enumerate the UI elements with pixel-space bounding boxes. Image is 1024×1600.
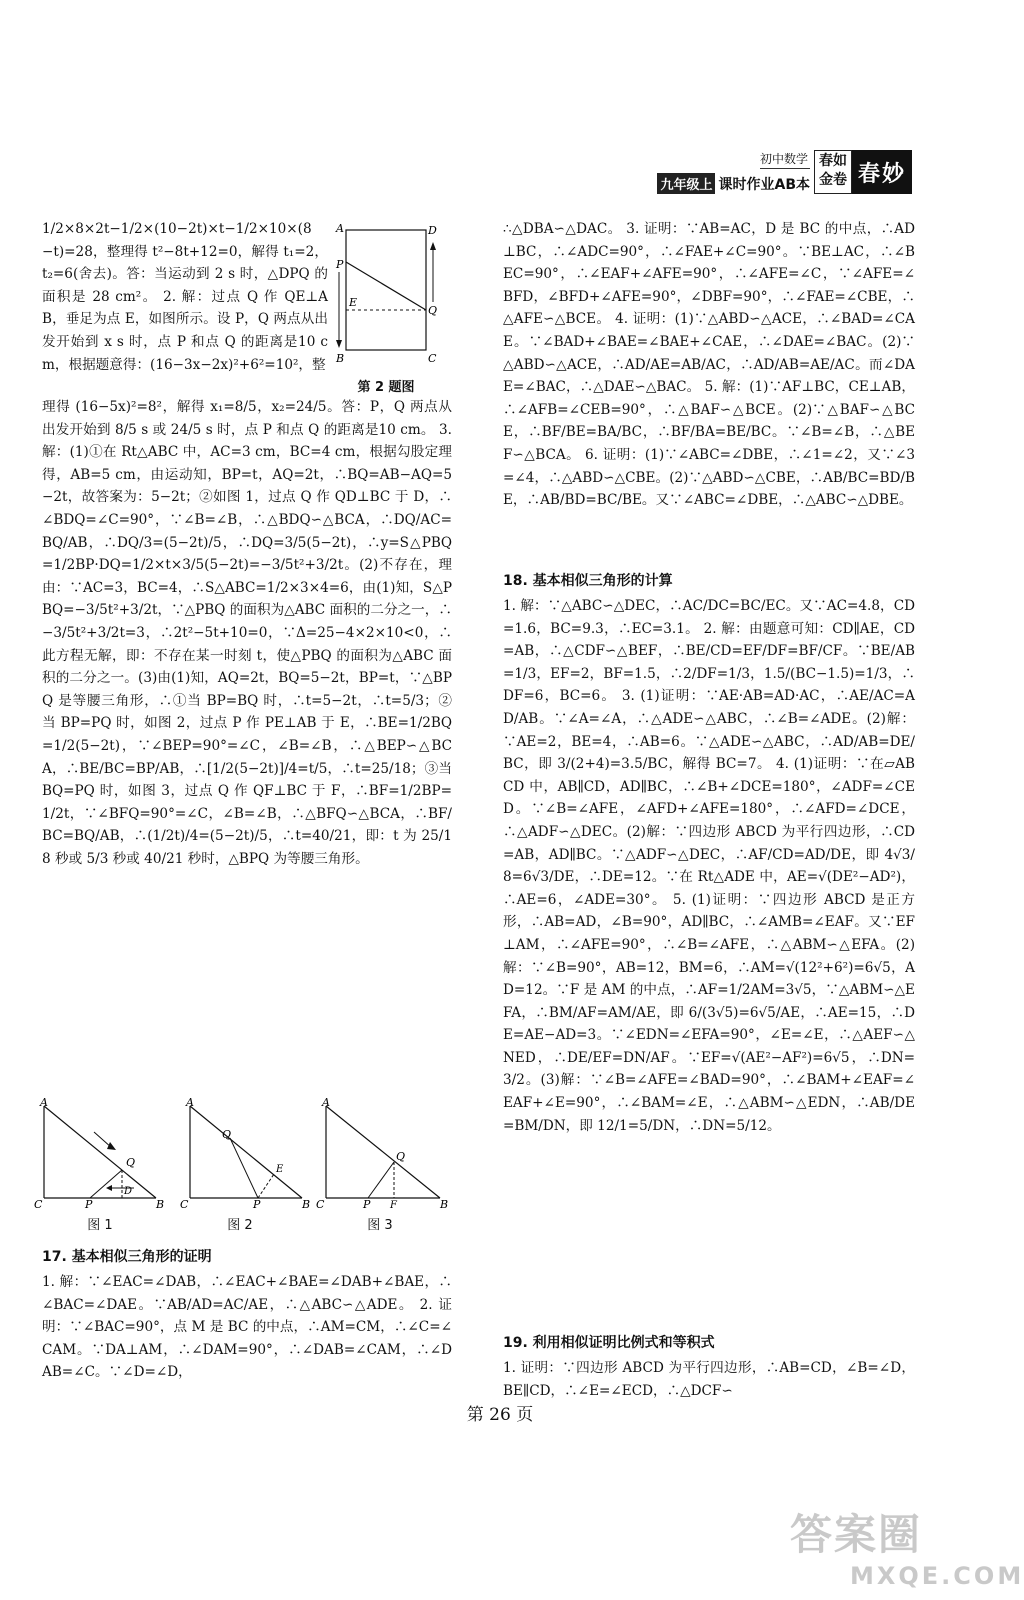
section-17-block (42, 1244, 452, 1386)
header-text (657, 150, 810, 194)
fig2-label-E: E (276, 1164, 284, 1175)
label-P: P (336, 258, 344, 271)
fig3-label-C: C (316, 1198, 325, 1211)
fig1-label-D: D (124, 1186, 133, 1197)
fig1-caption: 图 1 (87, 1218, 113, 1233)
book-header (657, 150, 912, 194)
page-number: 第 26 页 (466, 1405, 534, 1425)
fig2-caption: 图 2 (227, 1218, 253, 1233)
fig2-label-P: P (253, 1198, 261, 1211)
figure-problem-2-diagram (332, 222, 440, 372)
header-book: 课时作业AB本 (718, 176, 810, 193)
header-subject: 初中数学 (760, 150, 810, 169)
watermark-line-2: MXQE.COM (850, 1562, 1024, 1590)
fig2-label-C: C (180, 1198, 189, 1211)
fig3-label-F: F (390, 1200, 397, 1211)
label-D: D (428, 224, 437, 237)
figures-1-2-3 (30, 1098, 450, 1238)
brand-logo-text: 春妙 (857, 160, 906, 187)
fig2-label-Q: Q (222, 1128, 232, 1141)
right-para-2: 1. 解：∵△ABC∽△DEC，∴AC/DC=BC/EC。又∵AC=4.8，CD=1.6，BC=9.3，∴EC=3.1。 2. 解：由题意可知：CD∥AE，CD=AB，∴△CDF∽△BEF，∴BE/CD=EF/DF=BF/CF。∵BE/AB=1/3，EF=2，BF=1.5，∴2/DF=1/3，1.5/(BC−1.5)=1/3，∴DF=6，BC=6。 3. (1)证明：∵AE·AB=AD·AC，∴AE/AC=AD/AB。∵∠A=∠A，∴△ADE∽△ABC，∴∠B=∠ADE。(2)解：∵AE=2，BE=4，∴AB=6。∵△ADE∽△ABC，∴AD/AB=DE/BC，即 3/(2+4)=3.5/BC，解得 BC=7。 4. (1)证明：∵在▱ABCD 中，AB∥CD，AD∥BC，∴∠B+∠DCE=180°，∠ADF=∠CED。∵∠B=∠AFE，∠AFD+∠AFE=180°，∴∠AFD=∠DCE，∴△ADF∽△DEC。(2)解：∵四边形 ABCD 为平行四边形，∴CD=AB，AD∥BC。∵△ADF∽△DEC，∴AF/CD=AD/DE，即 4√3/8=6√3/DE，∴DE=12。∵在 Rt△ADE 中，AE=√(DE²−AD²)，∴AE=6，∠ADE=30°。 5. (1)证明：∵四边形 ABCD 是正方形，∴AB=AD，∠B=90°，AD∥BC，∴∠AMB=∠EAF。又∵EF⊥AM，∴∠AFE=90°，∴∠B=∠AFE，∴△ABM∽△EFA。(2)解：∵∠B=90°，AB=12，BM=6，∴AM=√(12²+6²)=6√5，AD=12。∵F 是 AM 的中点，∴AF=1/2AM=3√5，∵△ABM∽△EFA，∴BM/AF=AM/AE，即 6/(3√5)=6√5/AE，∴AE=15，∴DE=AE−AD=3。∵∠EDN=∠EFA=90°，∠E=∠E，∴△AEF∽△NED，∴DE/EF=DN/AF。∵EF=√(AE²−AF²)=6√5，∴DN=3/2。(3)解：∵∠B=∠AFE=∠BAD=90°，∴∠BAM+∠EAF=∠EAF+∠E=90°，∴∠BAM=∠E，∴△ABM∽△EDN，∴AB/DE=BM/DN，即 12/1=5/DN，∴DN=5/12。 (503, 598, 915, 1134)
watermark (790, 1502, 1024, 1592)
fig1-label-P: P (85, 1198, 93, 1211)
header-title (657, 173, 810, 194)
label-Q: Q (428, 304, 438, 317)
label-B: B (336, 352, 345, 365)
figure-captions (30, 1214, 450, 1233)
brand-logo (852, 150, 912, 194)
section-17-title: 17. 基本相似三角形的证明 (42, 1249, 212, 1265)
fig1-label-A: A (40, 1096, 48, 1109)
figure-problem-2-caption: 第 2 题图 (357, 380, 415, 395)
left-para-1b: 理得 (16−5x)²=8²，解得 x₁=8/5，x₂=24/5。答：P，Q 两点从出发开始到 8/5 s 或 24/5 s 时，点 P 和点 Q 的距离是10 cm。 3. 解：(1)①在 Rt△ABC 中，AC=3 cm，BC=4 cm，根据勾股定理得，AB=5 cm，由运动知，BP=t，AQ=2t，∴BQ=AB−AQ=5−2t，故答案为：5−2t；②如图 1，过点 Q 作 QD⊥BC 于 D，∴∠BDQ=∠C=90°，∵∠B=∠B，∴△BDQ∽△BCA，∴DQ/AC=BQ/AB，∴DQ/3=(5−2t)/5，∴DQ=3/5(5−2t)，∴y=S△PBQ=1/2BP·DQ=1/2×t×3/5(5−2t)=−3/5t²+3/2t。(2)不存在，理由：∵AC=3，BC=4，∴S△ABC=1/2×3×4=6，由(1)知，S△PBQ=−3/5t²+3/2t，∵△PBQ 的面积为△ABC 面积的二分之一，∴−3/5t²+3/2t=3，∴2t²−5t+10=0，∵Δ=25−4×2×10<0，∴此方程无解，即：不存在某一时刻 t，使△PBQ 的面积为△ABC 面积的二分之一。(3)由(1)知，AQ=2t，BQ=5−2t，BP=t，∵△BPQ 是等腰三角形，∴①当 BP=BQ 时，∴t=5−2t，∴t=5/3；②当 BP=PQ 时，如图 2，过点 P 作 PE⊥AB 于 E，∴BE=1/2BQ=1/2(5−2t)，∵∠BEP=90°=∠C，∠B=∠B，∴△BEP∽△BCA，∴BE/BC=BP/AB，∴[1/2(5−2t)]/4=t/5，∴t=25/18；③当 BQ=PQ 时，如图 3，过点 Q 作 QF⊥BC 于 F，∴BF=1/2BP=1/2t，∵∠BFQ=90°=∠C，∠B=∠B，∴△BFQ∽△BCA，∴BF/BC=BQ/AB，∴(1/2t)/4=(5−2t)/5，∴t=40/21，即：t 为 25/18 秒或 5/3 秒或 40/21 秒时，△BPQ 为等腰三角形。 (42, 399, 457, 867)
label-C: C (428, 352, 437, 365)
left-para-1a: 1/2×8×2t−1/2×(10−2t)×t−1/2×10×(8−t)=28，整理得 t²−8t+12=0，解得 t₁=2，t₂=6(舍去)。答：当运动到 2 s 时，△DPQ 的面积是 28 cm²。 2. 解：过点 Q 作 QE⊥AB，垂足为点 E，如图所示。设 P，Q 两点从出发开始到 x s 时，点 P 和点 Q 的距离是10 cm，根据题意得：(16−3x−2x)²+6²=10²，整 (42, 221, 328, 373)
label-E: E (349, 296, 358, 309)
right-para-1: ∴△DBA∽△DAC。 3. 证明：∵AB=AC，D 是 BC 的中点，∴AD⊥BC，∴∠ADC=90°，∴∠FAE+∠C=90°。∵BE⊥AC，∴∠BEC=90°，∴∠EAF+∠AFE=90°，∴∠AFE=∠C，∵∠AFE=∠BFD，∠BFD+∠AFE=90°，∠DBF=90°，∴∠FAE=∠CBE，∴△AFE∽△BCE。 4. 证明：(1)∵△ABD∽△ACE，∴∠BAD=∠CAE。∵∠BAD+∠BAE=∠BAE+∠CAE，∴∠DAE=∠BAC。(2)∵△ABD∽△ACE，∴AD/AE=AB/AC，∴AD/AB=AE/AC。而∠DAE=∠BAC，∴△DAE∽△BAC。 5. 解：(1)∵AF⊥BC，CE⊥AB，∴∠AFB=∠CEB=90°，∴△BAF∽△BCE。(2)∵△BAF∽△BCE，∴BF/BE=BA/BC，∴BF/BA=BE/BC。∵∠B=∠B，∴△BEF∽△BCA。 6. 证明：(1)∵∠ABC=∠DBE，∴∠1=∠2，又∵∠3=∠4，∴△ABD∽△CBE。(2)∵△ABD∽△CBE，∴AB/BC=BD/BE，∴AB/BD=BC/BE。又∵∠ABC=∠DBE，∴△ABC∽△DBE。 (503, 221, 915, 509)
right-column (503, 218, 915, 1403)
triangle-figures (30, 1098, 450, 1210)
fig1-label-C: C (34, 1198, 43, 1211)
section-17-text: 1. 解：∵∠EAC=∠DAB，∴∠EAC+∠BAE=∠DAB+∠BAE，∴∠BAC=∠DAE。∵AB/AD=AC/AE，∴△ABC∽△ADE。 2. 证明：∵∠BAC=90°，点 M 是 BC 的中点，∴AM=CM，∴∠C=∠CAM。∵DA⊥AM，∴∠DAM=90°，∴∠DAB=∠CAM，∴∠DAB=∠C。∵∠D=∠D， (42, 1274, 452, 1381)
fig3-label-B: B (440, 1198, 449, 1211)
fig3-label-Q: Q (396, 1150, 406, 1163)
section-19-title: 19. 利用相似证明比例式和等积式 (503, 1335, 715, 1351)
fig2-label-A: A (186, 1096, 194, 1109)
watermark-line-1: 答案圈 (790, 1510, 923, 1559)
right-para-3: 1. 证明：∵四边形 ABCD 为平行四边形，∴AB=CD，∠B=∠D，BE∥CD，∴∠E=∠ECD，∴△DCF∽ (503, 1360, 915, 1399)
section-18-title: 18. 基本相似三角形的计算 (503, 573, 673, 589)
fig1-label-B: B (156, 1198, 165, 1211)
label-A: A (336, 222, 344, 235)
fig3-label-P: P (363, 1198, 371, 1211)
fig2-label-B: B (302, 1198, 311, 1211)
fig1-label-Q: Q (126, 1156, 136, 1169)
figure-problem-2 (332, 222, 440, 402)
header-brand: 春如金卷 (814, 150, 852, 194)
fig3-label-A: A (322, 1096, 330, 1109)
fig3-caption: 图 3 (367, 1218, 393, 1233)
header-grade: 九年级上 (657, 173, 715, 194)
